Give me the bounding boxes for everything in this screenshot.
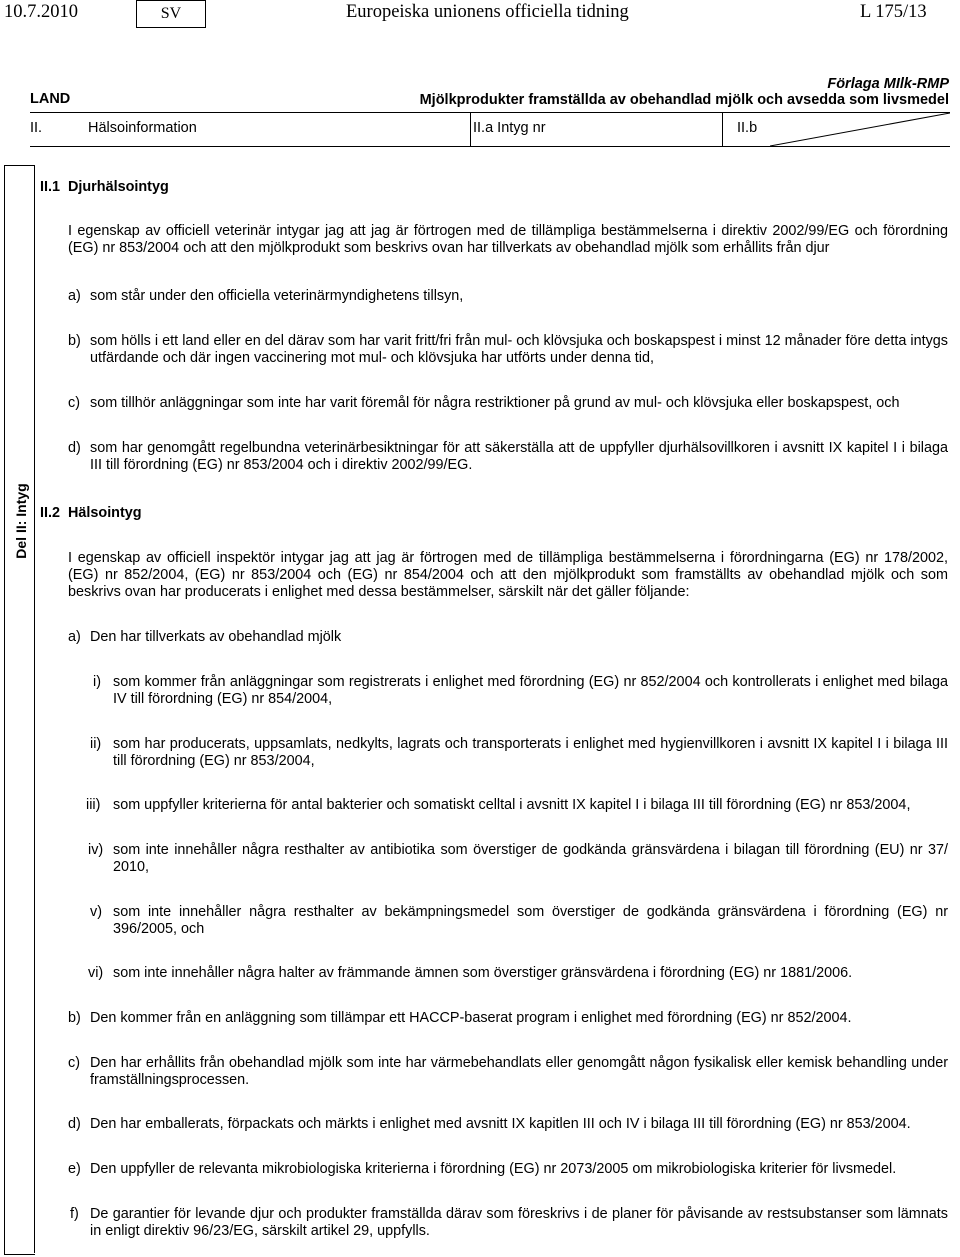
item-text: som har genomgått regelbundna veterinärbesiktningar för att säkerställa att de uppfyller djurhälsovillkoren i avsnitt IX kapitel I i bilaga III till förordning (EG) nr 853/2004 och i direktiv 2002/99/EG. xyxy=(90,440,948,473)
iib-label: II.b xyxy=(737,120,758,136)
subitem-text: som kommer från anläggningar som registrerats i enlighet med förordning (EG) nr 852/2004 och kontrollerats i enlighet med bilaga IV till förordning (EG) nr 854/2004, xyxy=(113,674,948,707)
language-badge: SV xyxy=(136,0,206,28)
item-label: c) xyxy=(68,395,80,411)
section-title: Djurhälsointyg xyxy=(68,179,169,195)
page-number: L 175/13 xyxy=(860,2,927,22)
subitem-label: i) xyxy=(93,674,101,690)
item-label: b) xyxy=(68,333,81,349)
row-divider xyxy=(722,113,723,146)
row-title: Hälsoinformation xyxy=(88,120,197,136)
health-info-row xyxy=(30,112,950,147)
row-divider xyxy=(470,113,471,146)
item-label: b) xyxy=(68,1010,81,1026)
side-label: Del II: Intyg xyxy=(13,483,29,559)
item-label: e) xyxy=(68,1161,81,1177)
certificate-number-label: II.a Intyg nr xyxy=(473,120,546,136)
subitem-label: vi) xyxy=(88,965,104,981)
item-text: som hölls i ett land eller en del därav som har varit fritt/fri från mul- och klövsjuka och boskapspest i minst 12 månader före detta intygs utfärdande och där ingen vaccinering mot mul- och klövsjuka har utförts under denna tid, xyxy=(90,333,948,366)
journal-date: 10.7.2010 xyxy=(4,2,78,22)
section-intro: I egenskap av officiell veterinär intygar jag att jag är förtrogen med de tillämpliga bestämmelserna i direktiv 2002/99/EG och förordning (EG) nr 853/2004 och att den mjölkprodukt som beskrivs ovan har tillverkats av obehandlad mjölk som erhållits från djur xyxy=(68,223,948,256)
section-number: II.2 xyxy=(40,505,60,521)
item-label: d) xyxy=(68,440,81,456)
item-text: De garantier för levande djur och produkter framställda därav som föreskrivs i de planer för påvisande av restsubstanser som lämnats in enligt direktiv 96/23/EG, särskilt artikel 29, uppfylls. xyxy=(90,1206,948,1239)
model-description: Mjölkprodukter framställda av obehandlad mjölk och avsedda som livsmedel xyxy=(419,92,949,108)
subitem-text: som inte innehåller några resthalter av antibiotika som överstiger de godkända gränsvärdena i bilagan till förordning (EU) nr 37/ 2010, xyxy=(113,842,948,875)
journal-header xyxy=(0,0,960,32)
section-title: Hälsointyg xyxy=(68,505,142,521)
item-label: a) xyxy=(68,288,81,304)
subitem-text: som uppfyller kriterierna för antal bakterier och somatiskt celltal i avsnitt IX kapitel I i bilaga III till förordning (EG) nr 853/2004, xyxy=(113,797,911,813)
item-label: c) xyxy=(68,1055,80,1071)
row-number: II. xyxy=(30,120,43,136)
section-intro: I egenskap av officiell inspektör intygar jag att jag är förtrogen med de tillämpliga bestämmelserna i förordningarna (EG) nr 178/2002, (EG) nr 852/2004, (EG) nr 853/2004 och (EG) nr 854/2004 och att den mjölkprodukt som framställts av obehandlad mjölk och som beskrivs ovan har producerats i enlighet med dessa bestämmelser, särskilt när det gäller följande: xyxy=(68,550,948,600)
subitem-label: ii) xyxy=(90,736,102,752)
model-name: Förlaga MIlk-RMP xyxy=(827,76,949,92)
side-label-container xyxy=(4,165,35,615)
item-text: Den uppfyller de relevanta mikrobiologiska kriterierna i förordning (EG) nr 2073/2005 om mikrobiologiska kriterier för livsmedel. xyxy=(90,1161,897,1177)
item-text: Den har tillverkats av obehandlad mjölk xyxy=(90,629,342,645)
item-label: f) xyxy=(70,1206,79,1222)
journal-title: Europeiska unionens officiella tidning xyxy=(346,2,629,22)
item-text: som står under den officiella veterinärmyndighetens tillsyn, xyxy=(90,288,464,304)
item-label: a) xyxy=(68,629,81,645)
item-label: d) xyxy=(68,1116,81,1132)
item-text: som tillhör anläggningar som inte har varit föremål för några restriktioner på grund av mul- och klövsjuka eller boskapspest, och xyxy=(90,395,900,411)
section-number: II.1 xyxy=(40,179,60,195)
subitem-label: iii) xyxy=(86,797,101,813)
item-text: Den har erhållits från obehandlad mjölk som inte har värmebehandlats eller genomgått någon fysikalisk eller kemisk behandling under framställningsprocessen. xyxy=(90,1055,948,1088)
subitem-text: som inte innehåller några halter av främmande ämnen som överstiger gränsvärdena i förordning (EG) nr 1881/2006. xyxy=(113,965,853,981)
subitem-label: v) xyxy=(90,904,102,920)
country-label: LAND xyxy=(30,91,71,107)
subitem-text: som har producerats, uppsamlats, nedkylts, lagrats och transporterats i enlighet med hygienvillkoren i avsnitt IX kapitel I i bilaga III till förordning (EG) nr 853/2004, xyxy=(113,736,948,769)
subitem-label: iv) xyxy=(88,842,104,858)
subitem-text: som inte innehåller några resthalter av bekämpningsmedel som överstiger de godkända gränsvärdena i förordning (EG) nr 396/2005, och xyxy=(113,904,948,937)
item-text: Den kommer från en anläggning som tillämpar ett HACCP-baserat program i enlighet med förordning (EG) nr 852/2004. xyxy=(90,1010,852,1026)
item-text: Den har emballerats, förpackats och märkts i enlighet med avsnitt IX kapitlen III och IV i bilaga III till förordning (EG) nr 853/2004. xyxy=(90,1116,911,1132)
diagonal-line xyxy=(770,113,950,146)
